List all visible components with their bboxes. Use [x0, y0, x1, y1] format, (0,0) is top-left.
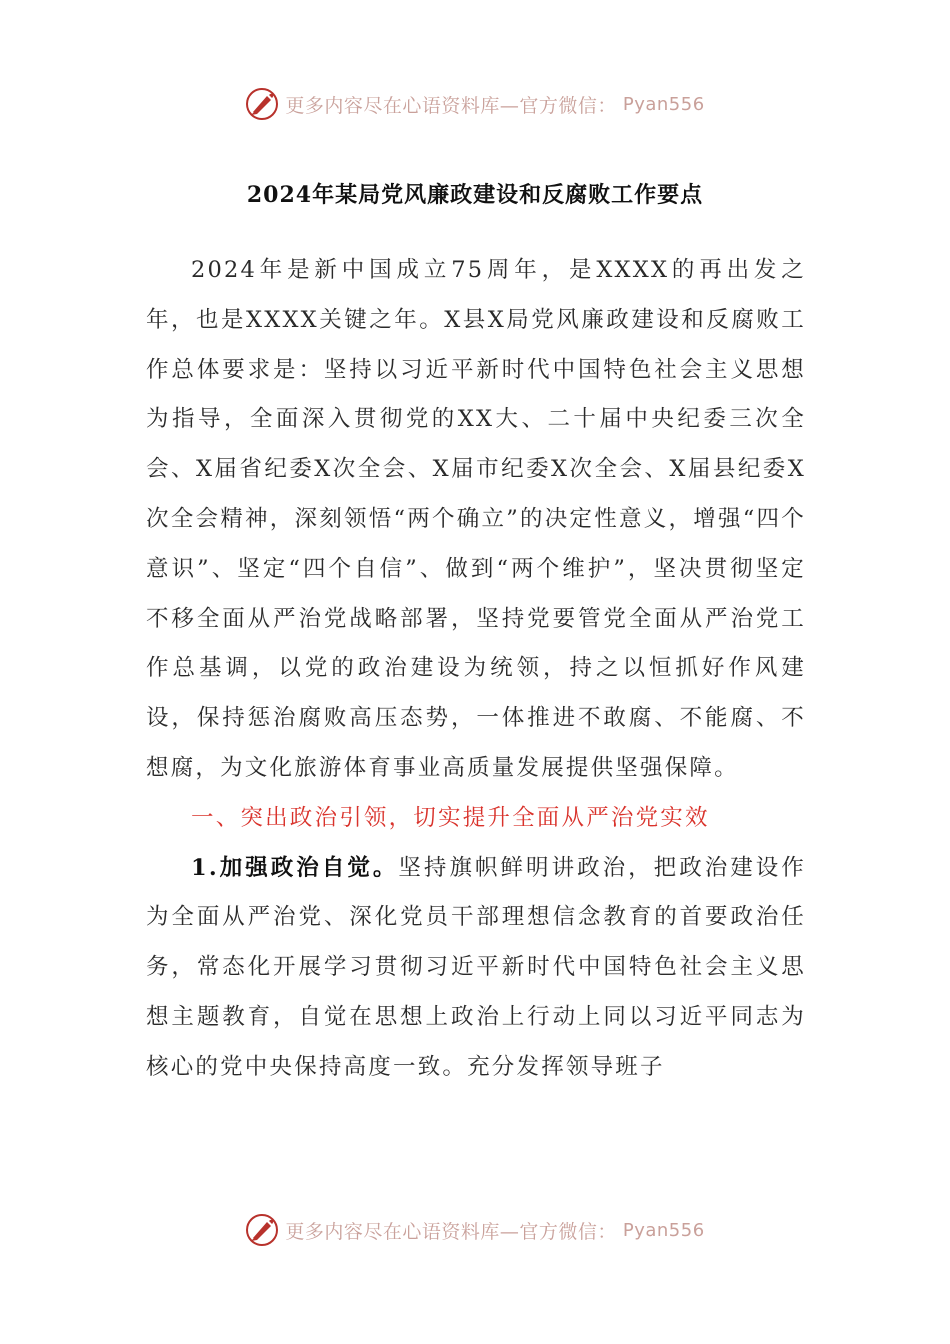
pen-logo-icon — [245, 87, 279, 121]
watermark-text: 更多内容尽在心语资料库—官方微信： — [285, 94, 617, 117]
item-paragraph-1 — [146, 844, 806, 1093]
document-title: 2024年某局党风廉政建设和反腐败工作要点 — [246, 182, 704, 208]
watermark-footer — [0, 1212, 950, 1248]
watermark-text: 更多内容尽在心语资料库—官方微信： — [285, 1220, 617, 1243]
intro-paragraph: 2024年是新中国成立75周年，是XXXX的再出发之年，也是XXXX关键之年。X县X局党风廉政建设和反腐败工作总体要求是：坚持以习近平新时代中国特色社会主义思想为指导，全面深入贯彻党的XX大、二十届中央纪委三次全会、X届省纪委X次全会、X届市纪委X次全会、X届县纪委X次全会精神，深刻领悟“两个确立”的决定性意义，增强“四个意识”、坚定“四个自信”、做到“两个维护”，坚决贯彻坚定不移全面从严治党战略部署，坚持党要管党全面从严治党工作总基调，以党的政治建设为统领，持之以恒抓好作风建设，保持惩治腐败高压态势，一体推进不敢腐、不能腐、不想腐，为文化旅游体育事业高质量发展提供坚强保障。 — [146, 257, 806, 781]
pen-logo-icon — [245, 1213, 279, 1247]
item-lead-1: 1.加强政治自觉。 — [191, 854, 399, 881]
item-body-1: 坚持旗帜鲜明讲政治，把政治建设作为全面从严治党、深化党员干部理想信念教育的首要政治任务，常态化开展学习贯彻习近平新时代中国特色社会主义思想主题教育，自觉在思想上政治上行动上同以习近平同志为核心的党中央保持高度一致。充分发挥领导班子 — [146, 854, 806, 1080]
watermark-header — [0, 86, 950, 122]
watermark-wechat-id: Pyan556 — [622, 93, 705, 115]
section-heading-1: 一、突出政治引领，切实提升全面从严治党实效 — [191, 804, 710, 831]
document-body — [146, 246, 806, 1093]
watermark-wechat-id: Pyan556 — [622, 1219, 705, 1241]
